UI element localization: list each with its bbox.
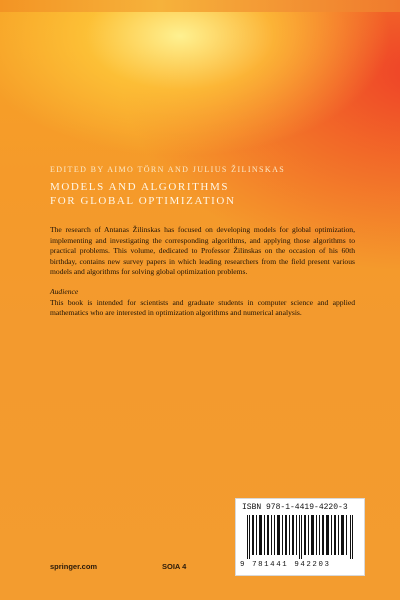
blurb [50, 225, 355, 319]
isbn-barcode [235, 498, 365, 576]
publisher-url: springer.com [50, 562, 98, 571]
barcode-bars [246, 515, 356, 559]
book-title [50, 180, 380, 208]
audience-heading: Audience [50, 286, 79, 296]
top-color-band [0, 0, 400, 12]
barcode-digits: 9 781441 942203 [240, 561, 331, 569]
title-line-1: MODELS AND ALGORITHMS [50, 181, 230, 193]
isbn-label: ISBN 978-1-4419-4220-3 [242, 503, 348, 512]
description-paragraph: The research of Antanas Žilinskas has focused on developing models for global optimization, implementing and investigating the corresponding algorithms, and applying those algorithms to practical problems. This volume, dedicated to Professor Žilinskas on the occasion of his 60th birthday, contains new survey papers in which leading researchers from the field present various models and algorithms for solving global optimization problems. [50, 225, 355, 277]
editors-line: EDITED BY AIMO TÖRN AND JULIUS ŽILINSKAS [50, 165, 286, 174]
series-label: SOIA 4 [162, 562, 187, 571]
title-line-2: FOR GLOBAL OPTIMIZATION [50, 195, 236, 207]
audience-paragraph: This book is intended for scientists and graduate students in computer science and applied mathematics who are interested in optimization algorithms and numerical analysis. [50, 297, 355, 318]
